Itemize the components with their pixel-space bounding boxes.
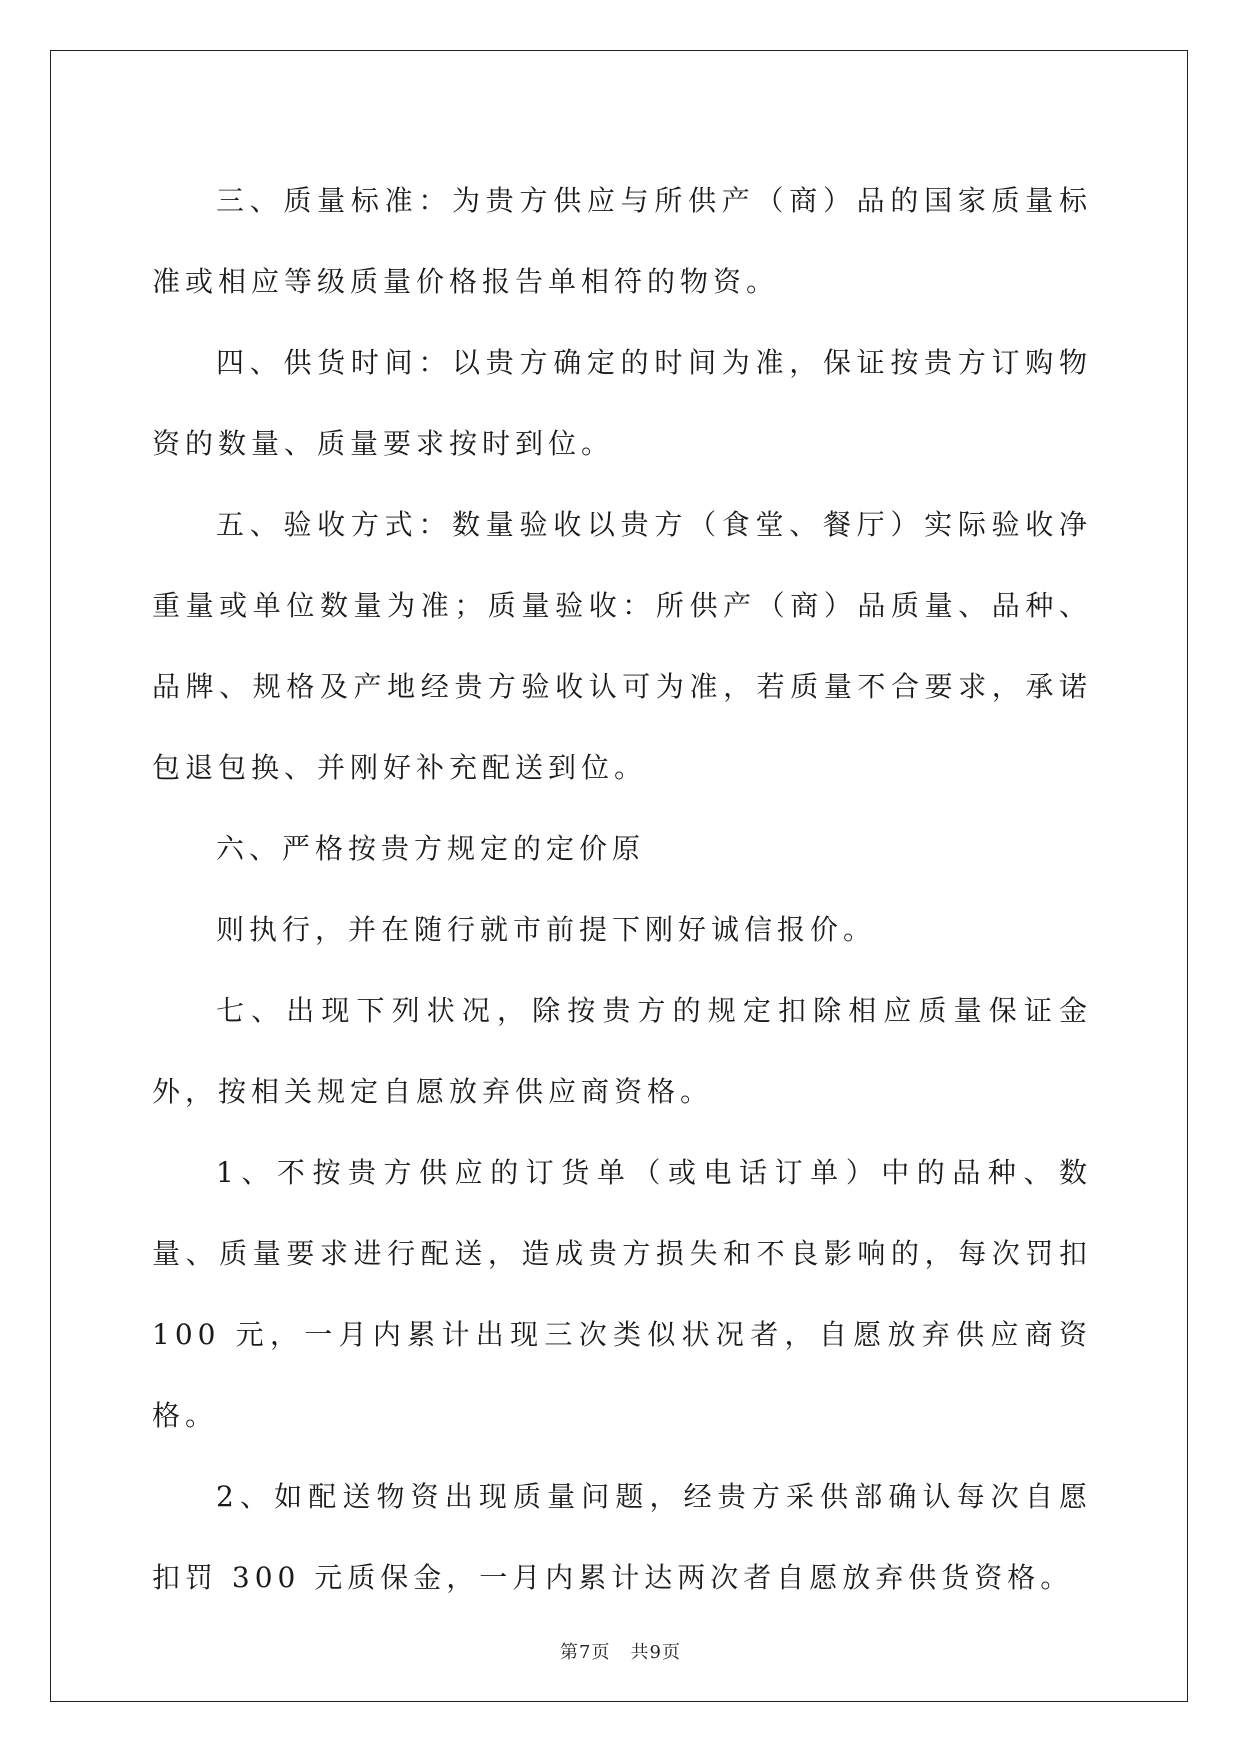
paragraph-violation-2: 2、如配送物资出现质量问题，经贵方采供部确认每次自愿扣罚 300 元质保金，一月内累计达两次者自愿放弃供货资格。 <box>152 1480 1092 1594</box>
page-footer <box>0 1638 1241 1664</box>
paragraph-violation-1: 1、不按贵方供应的订货单（或电话订单）中的品种、数量、质量要求进行配送，造成贵方损失和不良影响的，每次罚扣 100 元，一月内累计出现三次类似状况者，自愿放弃供应商资格。 <box>152 1156 1092 1432</box>
total-page-count: 共9页 <box>630 1642 681 1663</box>
paragraph-acceptance-method: 五、验收方式：数量验收以贵方（食堂、餐厅）实际验收净重量或单位数量为准；质量验收：所供产（商）品质量、品种、品牌、规格及产地经贵方验收认可为准，若质量不合要求，承诺包退包换、并刚好补充配送到位。 <box>152 508 1092 784</box>
paragraph-quality-standard: 三、质量标准：为贵方供应与所供产（商）品的国家质量标准或相应等级质量价格报告单相符的物资。 <box>152 184 1092 298</box>
paragraph-pricing-principle: 六、严格按贵方规定的定价原 <box>216 832 646 865</box>
paragraph-pricing-execution: 则执行，并在随行就市前提下刚好诚信报价。 <box>216 913 877 946</box>
current-page-number: 第7页 <box>560 1642 611 1663</box>
paragraph-delivery-time: 四、供货时间：以贵方确定的时间为准，保证按贵方订购物资的数量、质量要求按时到位。 <box>152 346 1092 460</box>
document-body <box>152 160 1092 1618</box>
paragraph-violations: 七、出现下列状况，除按贵方的规定扣除相应质量保证金外，按相关规定自愿放弃供应商资格。 <box>152 994 1092 1108</box>
